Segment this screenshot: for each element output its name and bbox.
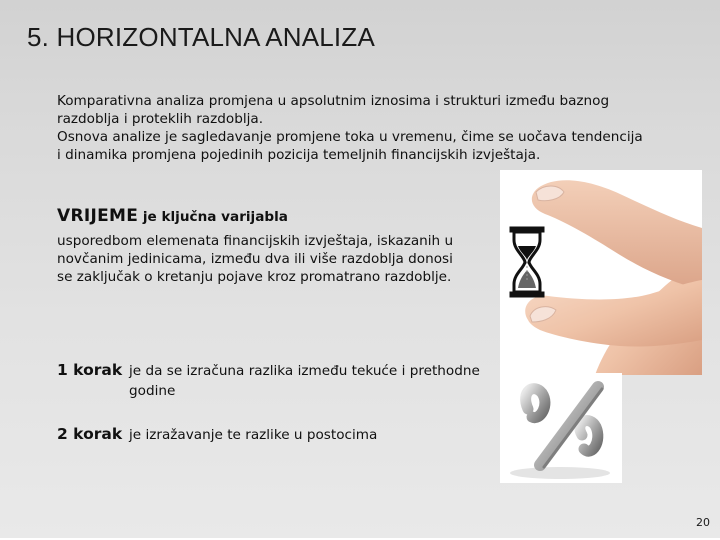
- slide-title: 5. HORIZONTALNA ANALIZA: [27, 22, 375, 52]
- step-1: [57, 361, 527, 405]
- step-2-label: 2 korak: [57, 425, 123, 443]
- step-2-line: je izražavanje te razlike u postocima: [129, 427, 378, 443]
- key-variable-heading: [57, 207, 288, 226]
- step-1-line: je da se izračuna razlika između tekuće i prethodne: [129, 363, 480, 379]
- intro-line: Osnova analize je sagledavanje promjene toka u vremenu, čime se uočava tendencija: [57, 129, 643, 145]
- hand-hourglass-image: [500, 170, 702, 375]
- key-word: VRIJEME: [57, 206, 139, 226]
- page-number: 20: [696, 516, 710, 529]
- key-word-rest: je ključna varijabla: [138, 209, 288, 225]
- intro-paragraph: [57, 92, 667, 164]
- comparison-line: novčanim jedinicama, između dva ili više razdoblja donosi: [57, 251, 453, 267]
- intro-line: razdoblja i proteklih razdoblja.: [57, 111, 264, 127]
- step-2: [57, 425, 527, 449]
- step-1-line: godine: [129, 383, 176, 399]
- hand-holding-hourglass-icon: [500, 170, 702, 375]
- percent-image: [500, 373, 622, 483]
- intro-line: Komparativna analiza promjena u apsolutnim iznosima i strukturi između baznog: [57, 93, 610, 109]
- comparison-line: usporedbom elemenata financijskih izvještaja, iskazanih u: [57, 233, 454, 249]
- step-1-label: 1 korak: [57, 361, 123, 379]
- comparison-paragraph: [57, 232, 487, 286]
- step-1-text: [129, 361, 509, 401]
- percent-sign-icon: [500, 373, 622, 483]
- intro-line: i dinamika promjena pojedinih pozicija temeljnih financijskih izvještaja.: [57, 147, 541, 163]
- comparison-line: se zaključak o kretanju pojave kroz promatrano razdoblje.: [57, 269, 452, 285]
- step-2-text: [129, 425, 509, 445]
